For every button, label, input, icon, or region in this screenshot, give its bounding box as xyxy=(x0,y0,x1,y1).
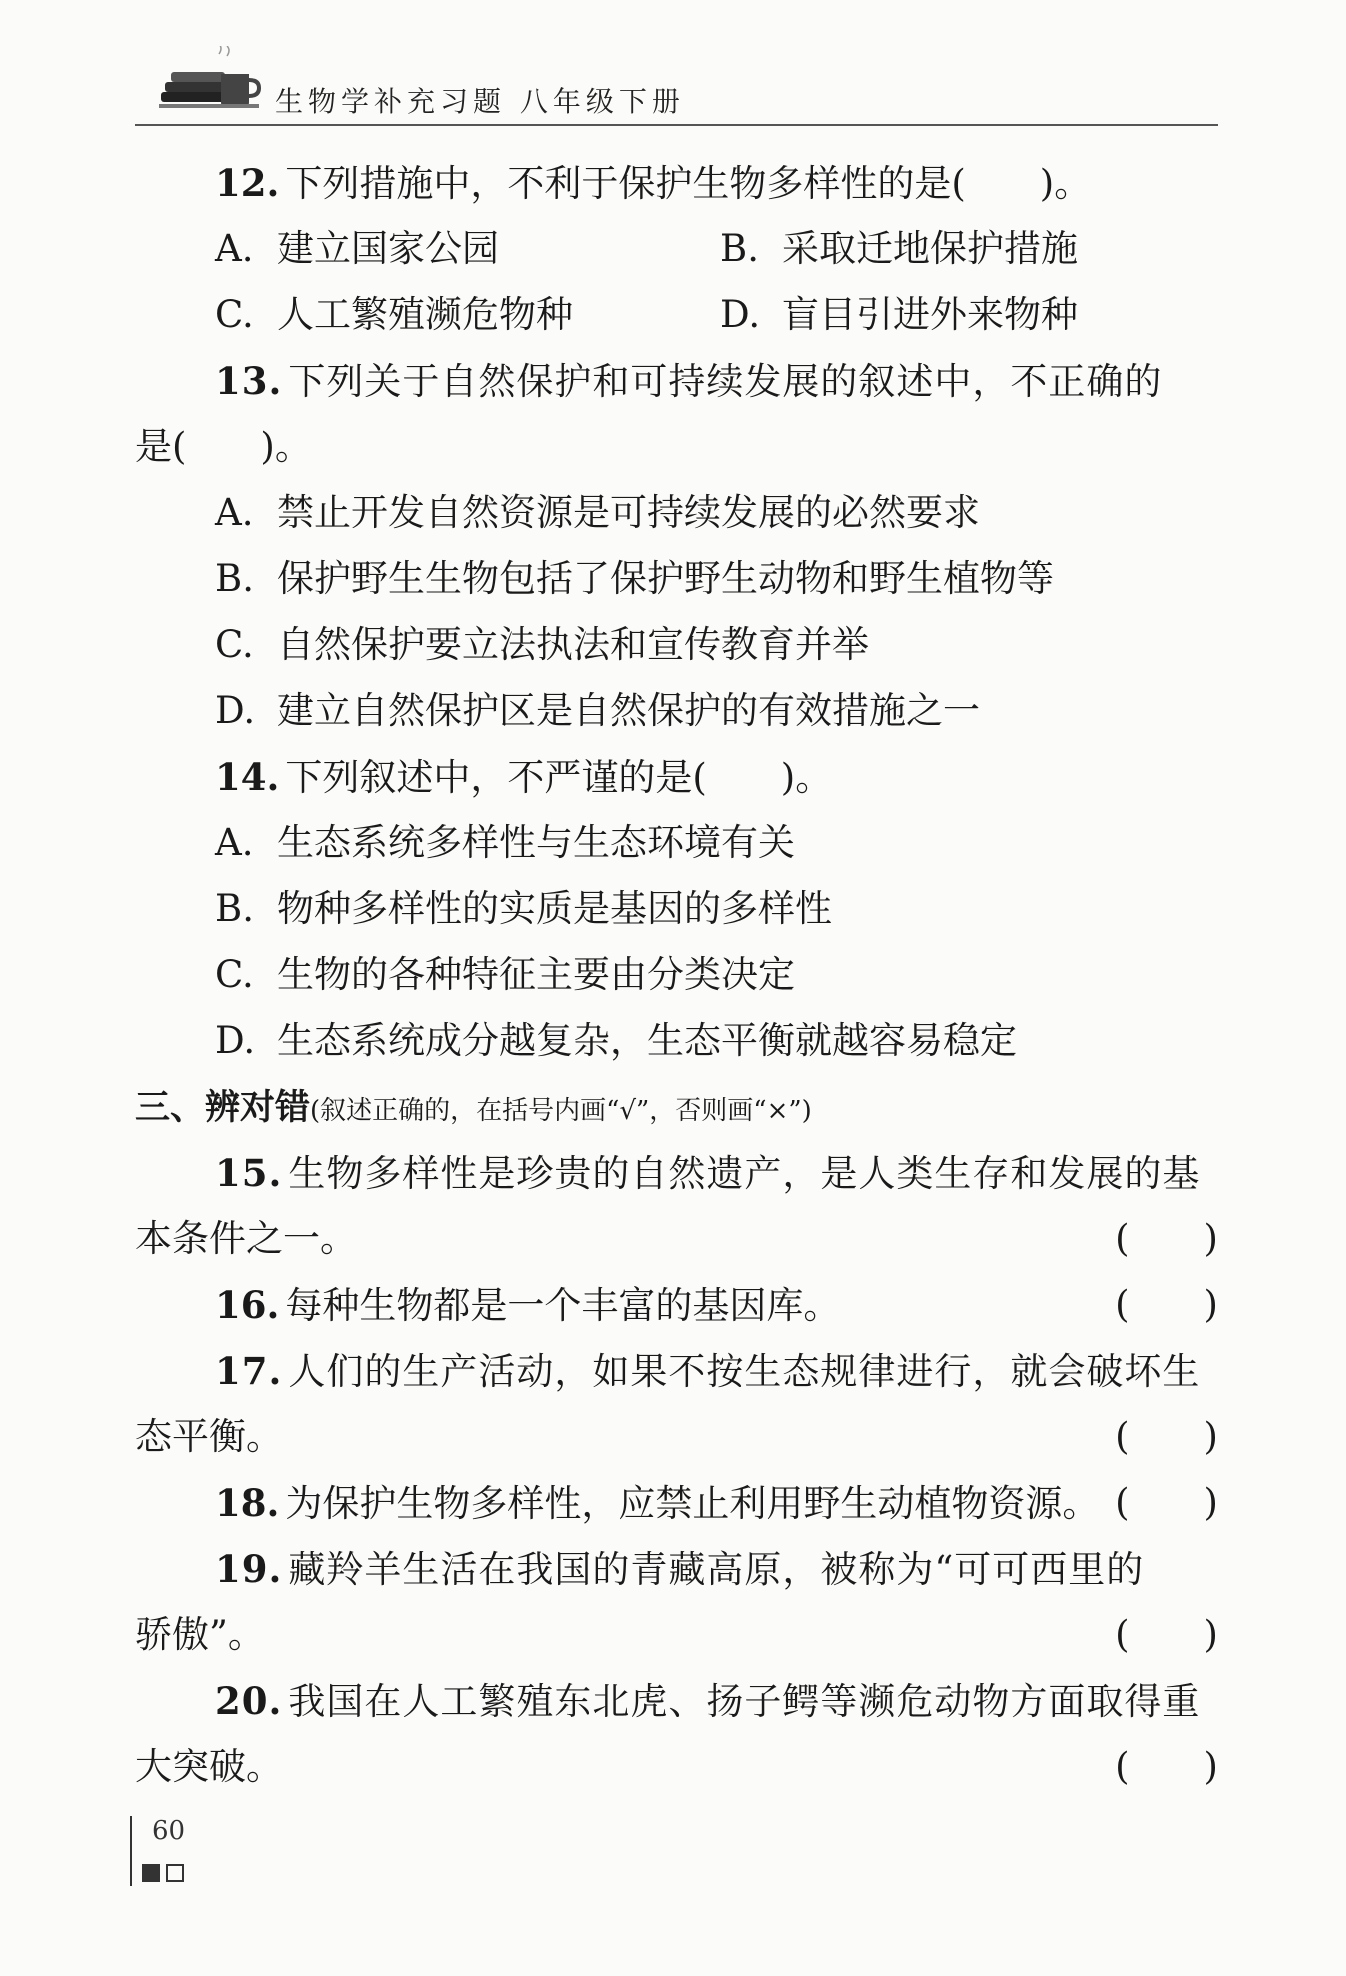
question-text: 下列措施中，不利于保护生物多样性的是( )。 xyxy=(285,162,1092,205)
judgement-19-cont: 骄傲”。 ( ) xyxy=(135,1602,1218,1668)
question-12-options-row2 xyxy=(135,282,1218,348)
option-b: B. 采取迁地保护措施 xyxy=(720,227,1078,270)
page-header xyxy=(135,40,1218,126)
question-text: 下列关于自然保护和可持续发展的叙述中，不正确的 xyxy=(288,360,1163,403)
option-b: B. 保护野生生物包括了保护野生动物和野生植物等 xyxy=(215,557,1054,600)
option-c: C. 人工繁殖濒危物种 xyxy=(215,293,573,336)
option-d: D. 建立自然保护区是自然保护的有效措施之一 xyxy=(215,689,980,732)
section-heading: 三、辨对错(叙述正确的，在括号内画“√”，否则画“×”) xyxy=(135,1088,812,1128)
judgement-18: 18. 为保护生物多样性，应禁止利用野生动植物资源。 ( ) xyxy=(135,1470,1218,1536)
section-instruction: (叙述正确的，在括号内画“√”，否则画“×”) xyxy=(310,1096,812,1126)
option-d: D. 盲目引进外来物种 xyxy=(720,293,1078,336)
empty-square-icon xyxy=(166,1864,184,1882)
option-a: A. 禁止开发自然资源是可持续发展的必然要求 xyxy=(215,491,980,534)
judgement-15-cont: 本条件之一。 ( ) xyxy=(135,1206,1218,1272)
option-c: C. 自然保护要立法执法和宣传教育并举 xyxy=(215,623,869,666)
header-title: 生物学补充习题 八年级下册 xyxy=(275,85,685,118)
question-number: 13. xyxy=(215,359,283,403)
question-number: 14. xyxy=(215,755,280,799)
filled-square-icon xyxy=(142,1864,160,1882)
option-b: B. 物种多样性的实质是基因的多样性 xyxy=(215,887,832,930)
judgement-19: 19. 藏羚羊生活在我国的青藏高原，被称为“可可西里的 xyxy=(215,1547,1145,1591)
judgement-16: 16. 每种生物都是一个丰富的基因库。 ( ) xyxy=(135,1272,1218,1338)
question-12-stem xyxy=(135,150,1218,216)
answer-parentheses[interactable]: ( ) xyxy=(1115,1745,1218,1788)
question-13-stem-cont: 是( )。 xyxy=(135,425,312,468)
judgement-20-cont: 大突破。 ( ) xyxy=(135,1734,1218,1800)
option-a: A. 生态系统多样性与生态环境有关 xyxy=(215,821,795,864)
answer-parentheses[interactable]: ( ) xyxy=(1115,1481,1218,1524)
page-number: 60 xyxy=(152,1816,186,1846)
answer-parentheses[interactable]: ( ) xyxy=(1115,1415,1218,1458)
question-12-options-row1 xyxy=(135,216,1218,282)
option-a: A. 建立国家公园 xyxy=(215,227,499,270)
judgement-20: 20. 我国在人工繁殖东北虎、扬子鳄等濒危动物方面取得重 xyxy=(215,1679,1201,1723)
option-d: D. 生态系统成分越复杂，生态平衡就越容易稳定 xyxy=(215,1019,1017,1062)
answer-parentheses[interactable]: ( ) xyxy=(1115,1217,1218,1260)
books-and-mug-icon xyxy=(157,46,267,116)
judgement-17-cont: 态平衡。 ( ) xyxy=(135,1404,1218,1470)
answer-parentheses[interactable]: ( ) xyxy=(1115,1283,1218,1326)
question-text: 下列叙述中，不严谨的是( )。 xyxy=(285,756,833,799)
option-c: C. 生物的各种特征主要由分类决定 xyxy=(215,953,795,996)
judgement-17: 17. 人们的生产活动，如果不按生态规律进行，就会破坏生 xyxy=(215,1349,1201,1393)
question-13-stem xyxy=(135,348,1218,414)
question-number: 12. xyxy=(215,161,280,205)
answer-parentheses[interactable]: ( ) xyxy=(1115,1613,1218,1656)
question-14-stem xyxy=(135,744,1218,810)
footer-divider xyxy=(130,1816,132,1886)
page-content xyxy=(135,150,1218,1800)
judgement-15: 15. 生物多样性是珍贵的自然遗产，是人类生存和发展的基 xyxy=(215,1151,1201,1195)
